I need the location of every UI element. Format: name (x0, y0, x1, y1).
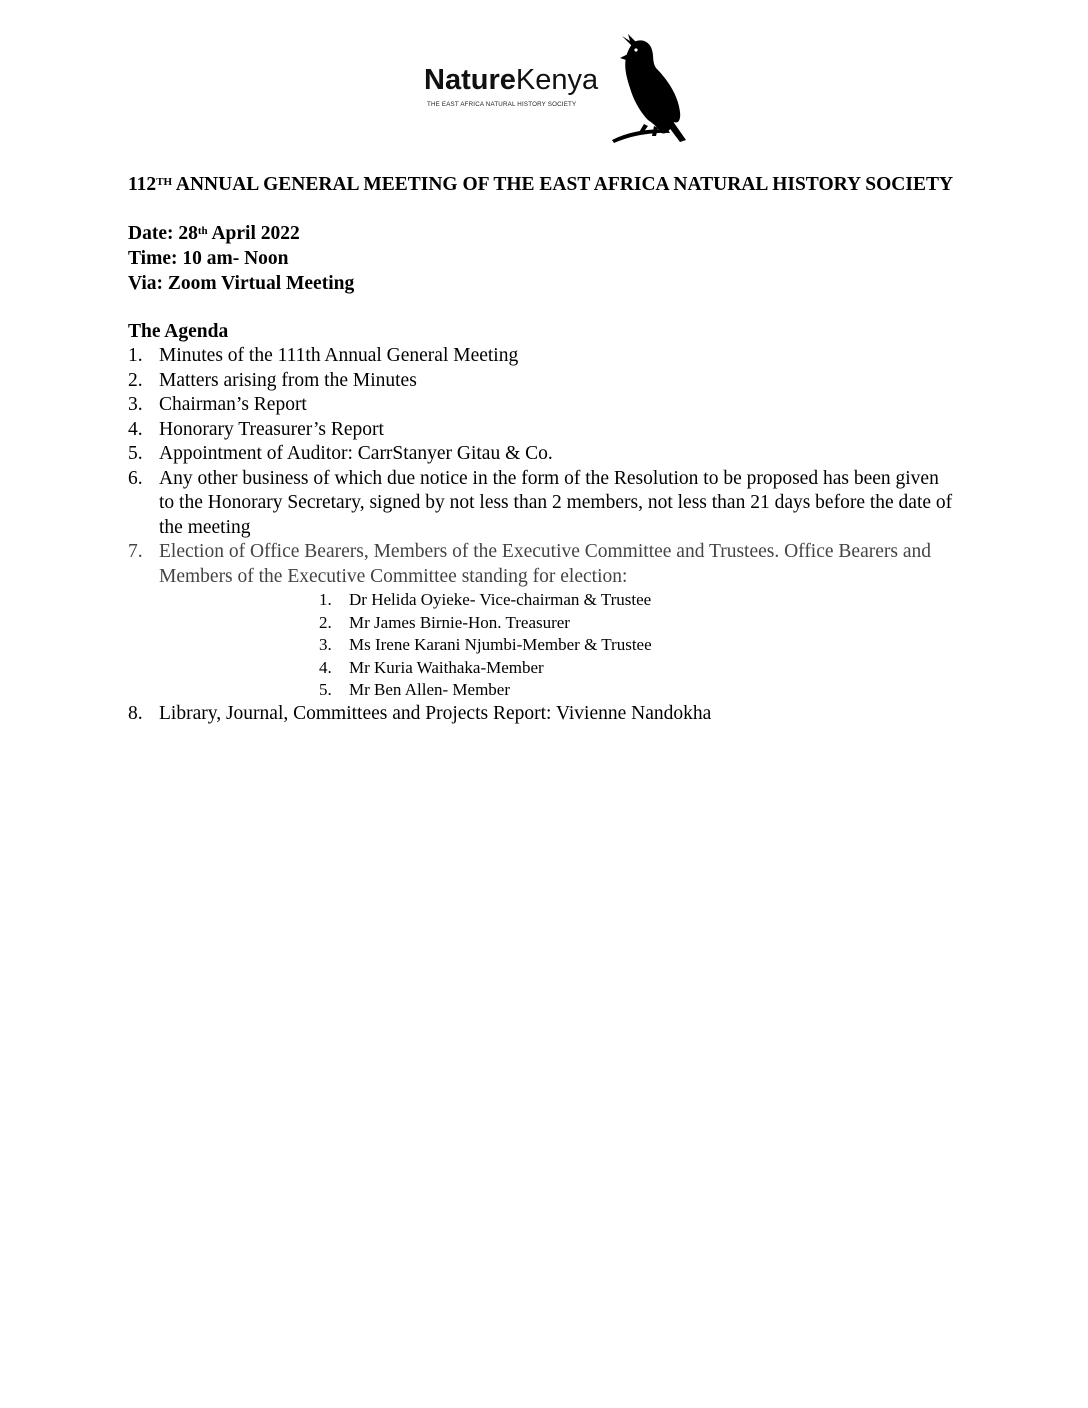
meeting-details (128, 221, 958, 296)
date-rest: April 2022 (207, 223, 300, 244)
candidate-item (159, 589, 958, 612)
eagle-icon (608, 32, 694, 144)
agenda-item-number: 1. (128, 345, 143, 366)
agenda-item-text: Matters arising from the Minutes (159, 369, 417, 391)
meeting-venue: Via: Zoom Virtual Meeting (128, 273, 355, 294)
agenda-item-text: Appointment of Auditor: CarrStanyer Gitau & Co. (159, 443, 553, 464)
agenda-item (128, 442, 958, 467)
date-ordinal: th (197, 225, 208, 237)
candidate-number: 4. (319, 657, 332, 677)
date-prefix: Date: 28 (128, 223, 198, 244)
title-ordinal: TH (156, 176, 173, 188)
logo-tagline: THE EAST AFRICA NATURAL HISTORY SOCIETY (427, 101, 577, 108)
logo-wordmark (424, 66, 598, 95)
agenda-item-text: Library, Journal, Committees and Projects Report: Vivienne Nandokha (159, 702, 712, 724)
agenda-item (128, 467, 958, 541)
agenda-item-text: Any other business of which due notice in the form of the Resolution to be proposed has been given to the Honorary Secretary, signed by not less than 2 members, not less than 21 days before the date of the meeting (159, 467, 953, 538)
agenda-item (128, 540, 958, 702)
candidate-number: 2. (319, 612, 332, 632)
candidate-item (159, 679, 958, 702)
meeting-title (128, 172, 958, 197)
agenda-item-number: 6. (128, 467, 143, 489)
agenda-item-text: Election of Office Bearers, Members of the Executive Committee and Trustees. Office Bearers and Members of the Executive Committee standing for election: (159, 541, 931, 587)
agenda-item-number: 2. (128, 369, 143, 391)
agenda-item (128, 393, 958, 418)
candidate-number: 1. (319, 590, 332, 609)
agenda-item-text: Chairman’s Report (159, 394, 307, 415)
candidate-item (159, 634, 958, 657)
candidate-item (159, 612, 958, 635)
agenda-item (128, 418, 958, 443)
candidate-list (159, 589, 958, 702)
candidate-number: 5. (319, 680, 332, 699)
agenda-item (128, 369, 958, 394)
candidate-text: Ms Irene Karani Njumbi-Member & Trustee (349, 635, 652, 654)
title-text: ANNUAL GENERAL MEETING OF THE EAST AFRICA NATURAL HISTORY SOCIETY (172, 174, 954, 195)
agenda-item-text: Minutes of the 111th Annual General Meeting (159, 345, 519, 366)
meeting-time: Time: 10 am- Noon (128, 248, 289, 269)
candidate-text: Dr Helida Oyieke- Vice-chairman & Trustee (349, 590, 652, 609)
agenda-item (128, 344, 958, 369)
logo-word-light: Kenya (515, 64, 599, 96)
agenda-item-number: 3. (128, 394, 143, 415)
agenda-item-number: 8. (128, 702, 143, 724)
agenda-item (128, 702, 958, 727)
agenda-item-number: 7. (128, 541, 143, 562)
candidate-text: Mr James Birnie-Hon. Treasurer (349, 612, 570, 632)
agenda-heading: The Agenda (128, 321, 229, 342)
agenda-list (128, 344, 958, 726)
meeting-date (128, 221, 958, 246)
logo-word-bold: Nature (424, 64, 516, 96)
candidate-number: 3. (319, 635, 332, 654)
document-body (128, 172, 958, 726)
candidate-text: Mr Ben Allen- Member (349, 680, 510, 699)
naturekenya-logo (420, 28, 700, 148)
candidate-item (159, 657, 958, 680)
agenda-item-text: Honorary Treasurer’s Report (159, 418, 384, 440)
agenda-item-number: 5. (128, 443, 143, 464)
candidate-text: Mr Kuria Waithaka-Member (349, 657, 544, 677)
agenda-item-number: 4. (128, 418, 143, 440)
title-number: 112 (128, 174, 157, 195)
